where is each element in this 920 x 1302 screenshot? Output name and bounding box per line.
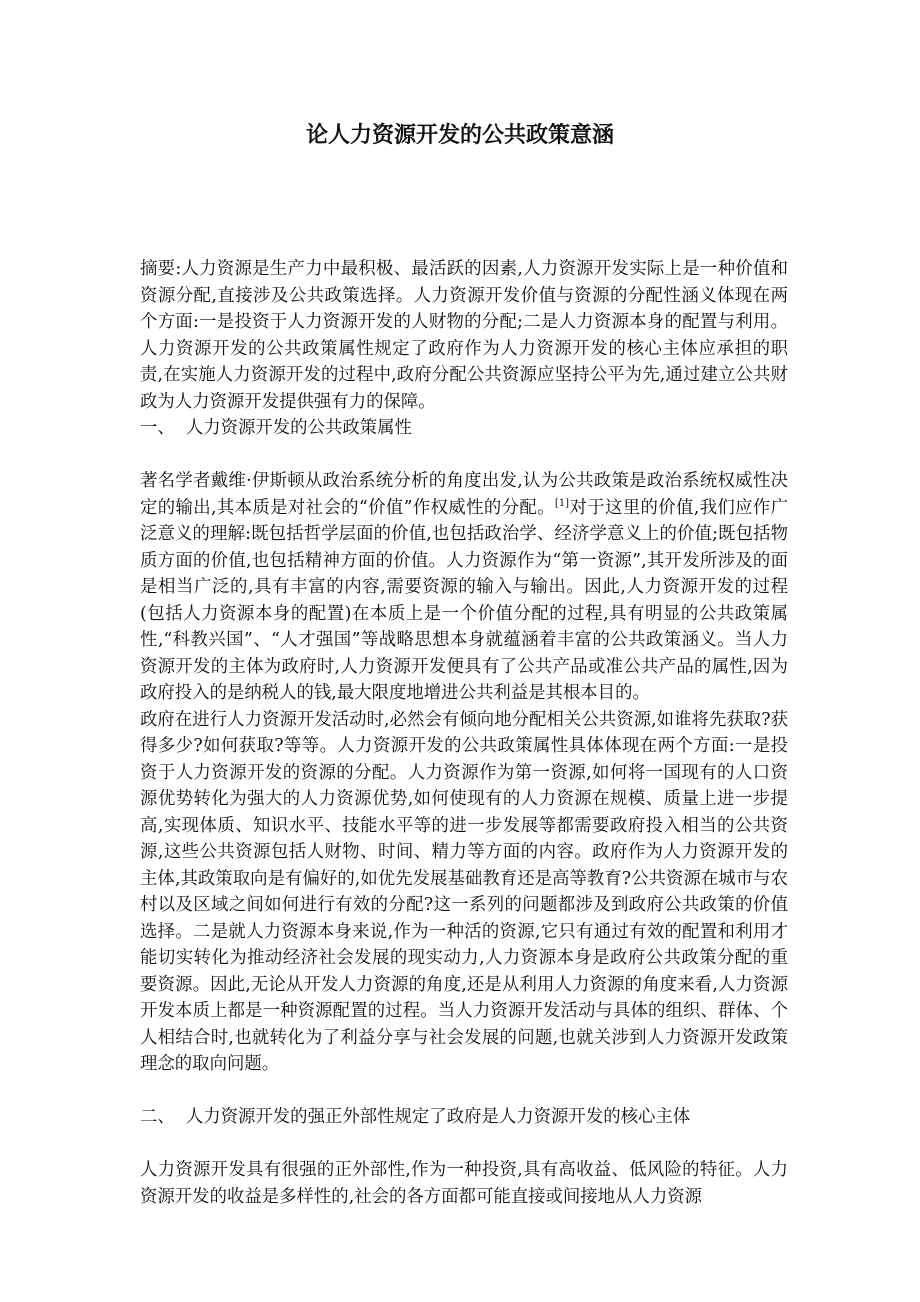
section-1-heading: 一、 人力资源开发的公共政策属性 — [140, 418, 412, 438]
section-2-paragraph-1: 人力资源开发具有很强的正外部性,作为一种投资,具有高收益、低风险的特征。人力资源开发的收益是多样性的,社会的各方面都可能直接或间接地从人力资源 — [140, 1160, 788, 1207]
section-2-heading: 二、 人力资源开发的强正外部性规定了政府是人力资源开发的核心主体 — [140, 1107, 691, 1127]
document-body — [140, 256, 788, 1210]
citation-reference: [1] — [554, 497, 570, 509]
abstract-paragraph: 摘要:人力资源是生产力中最积极、最活跃的因素,人力资源开发实际上是一种价值和资源分配,直接涉及公共政策选择。人力资源开发价值与资源的分配性涵义体现在两个方面:一是投资于人力资源开发的人财物的分配;二是人力资源本身的配置与利用。人力资源开发的公共政策属性规定了政府作为人力资源开发的核心主体应承担的职责,在实施人力资源开发的过程中,政府分配公共资源应坚持公平为先,通过建立公共财政为人力资源开发提供强有力的保障。 — [140, 259, 788, 412]
paragraph-text: 著名学者戴维·伊斯顿从政治系统分析的角度出发,认为公共政策是政治系统权威性决定的输出,其本质是对社会的“价值”作权威性的分配。 — [140, 471, 788, 518]
section-1-paragraph-1 — [140, 468, 788, 707]
paragraph-spacer — [140, 1131, 788, 1158]
paragraph-spacer — [140, 442, 788, 469]
paragraph-spacer — [140, 1078, 788, 1105]
paragraph-text: 对于这里的价值,我们应作广泛意义的理解:既包括哲学层面的价值,也包括政治学、经济学意义上的价值;既包括物质方面的价值,也包括精神方面的价值。人力资源作为“第一资源”,其开发所涉及的面是相当广泛的,具有丰富的内容,需要资源的输入与输出。因此,人力资源开发的过程(包括人力资源本身的配置)在本质上是一个价值分配的过程,具有明显的公共政策属性,“科教兴国”、“人才强国”等战略思想本身就蕴涵着丰富的公共政策涵义。当人力资源开发的主体为政府时,人力资源开发便具有了公共产品或准公共产品的属性,因为政府投入的是纳税人的钱,最大限度地增进公共利益是其根本目的。 — [140, 497, 788, 703]
document-title: 论人力资源开发的公共政策意涵 — [305, 123, 614, 148]
section-1-paragraph-2: 政府在进行人力资源开发活动时,必然会有倾向地分配相关公共资源,如谁将先获取?获得多少?如何获取?等等。人力资源开发的公共政策属性具体体现在两个方面:一是投资于人力资源开发的资源的分配。人力资源作为第一资源,如何将一国现有的人口资源优势转化为强大的人力资源优势,如何使现有的人力资源在规模、质量上进一步提高,实现体质、知识水平、技能水平等的进一步发展等都需要政府投入相当的公共资源,这些公共资源包括人财物、时间、精力等方面的内容。政府作为人力资源开发的主体,其政策取向是有偏好的,如优先发展基础教育还是高等教育?公共资源在城市与农村以及区域之间如何进行有效的分配?这一系列的问题都涉及到政府公共政策的价值选择。二是就人力资源本身来说,作为一种活的资源,它只有通过有效的配置和利用才能切实转化为推动经济社会发展的现实动力,人力资源本身是政府公共政策分配的重要资源。因此,无论从开发人力资源的角度,还是从利用人力资源的角度来看,人力资源开发本质上都是一种资源配置的过程。当人力资源开发活动与具体的组织、群体、个人相结合时,也就转化为了利益分享与社会发展的问题,也就关涉到人力资源开发政策理念的取向问题。 — [140, 709, 788, 1074]
